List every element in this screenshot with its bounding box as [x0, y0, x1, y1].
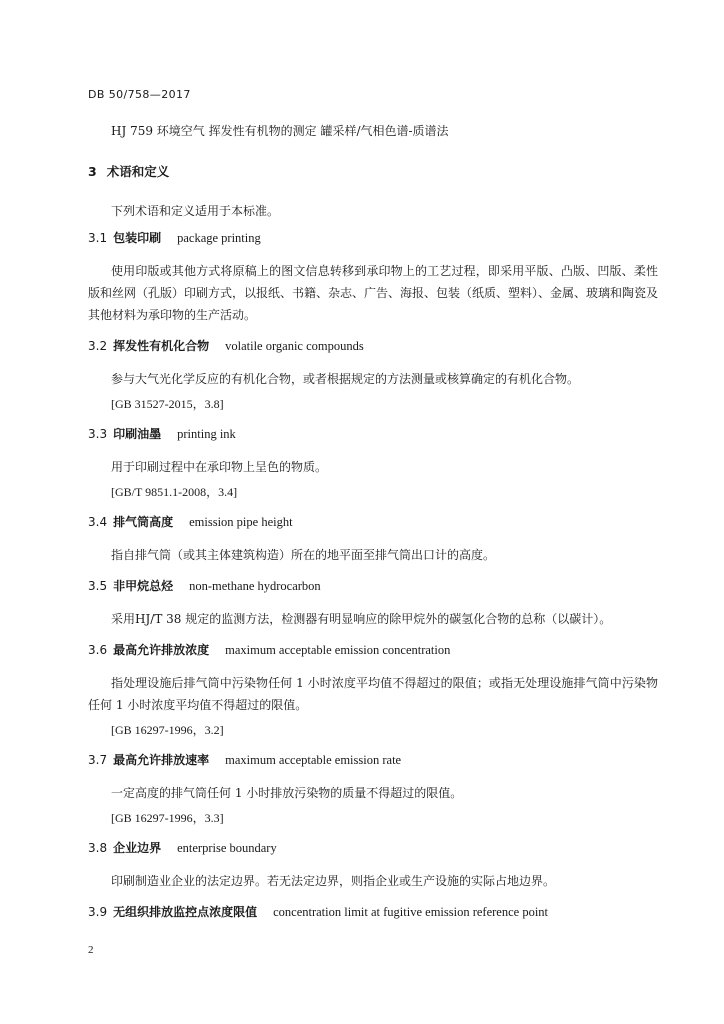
- term-chinese-name: 印刷油墨: [113, 427, 162, 441]
- term-number: 3.1: [88, 231, 108, 245]
- term-chinese-name: 包装印刷: [113, 231, 162, 245]
- term-definition: 使用印版或其他方式将原稿上的图文信息转移到承印物上的工艺过程，即采用平版、凸版、凹版、柔性版和丝网（孔版）印刷方式，以报纸、书籍、杂志、广告、海报、包装（纸质、塑料）、金属、玻璃和陶瓷及其他材料为承印物的生产活动。: [88, 264, 659, 322]
- term-number: 3.2: [88, 339, 108, 353]
- section-number: 3: [88, 164, 97, 179]
- term-english-name: concentration limit at fugitive emission reference point: [273, 905, 549, 919]
- term-title: [88, 426, 658, 442]
- term-entry: [88, 752, 658, 840]
- term-chinese-name: 排气筒高度: [113, 515, 174, 529]
- section-heading: [88, 162, 169, 180]
- term-title: [88, 904, 658, 920]
- term-english-name: maximum acceptable emission concentration: [225, 643, 451, 657]
- term-english-name: enterprise boundary: [177, 841, 277, 855]
- term-number: 3.8: [88, 841, 108, 855]
- term-title: [88, 752, 658, 768]
- term-title: [88, 514, 658, 530]
- normative-reference-line: HJ 759 环境空气 挥发性有机物的测定 罐采样/气相色谱-质谱法: [111, 124, 449, 138]
- term-entry: [88, 514, 658, 578]
- term-entry: [88, 426, 658, 514]
- term-number: 3.5: [88, 579, 108, 593]
- term-entry: [88, 904, 658, 942]
- term-source-reference: [GB 31527-2015，3.8]: [111, 397, 224, 411]
- terms-list: [88, 230, 658, 942]
- term-definition: 用于印刷过程中在承印物上呈色的物质。: [111, 460, 328, 474]
- term-definition: 采用HJ/T 38 规定的监测方法，检测器有明显响应的除甲烷外的碳氢化合物的总称（以碳计）。: [111, 612, 612, 626]
- term-number: 3.6: [88, 643, 108, 657]
- term-title: [88, 840, 658, 856]
- term-chinese-name: 挥发性有机化合物: [113, 339, 210, 353]
- term-english-name: package printing: [177, 231, 261, 245]
- term-english-name: maximum acceptable emission rate: [225, 753, 402, 767]
- term-entry: [88, 230, 658, 338]
- term-definition: 指自排气筒（或其主体建筑构造）所在的地平面至排气筒出口计的高度。: [111, 548, 496, 562]
- term-definition: 印刷制造业企业的法定边界。若无法定边界，则指企业或生产设施的实际占地边界。: [111, 874, 556, 888]
- term-definition: 参与大气光化学反应的有机化合物，或者根据规定的方法测量或核算确定的有机化合物。: [111, 372, 580, 386]
- term-chinese-name: 最高允许排放速率: [113, 753, 210, 767]
- term-title: [88, 338, 658, 354]
- term-chinese-name: 企业边界: [113, 841, 162, 855]
- term-title: [88, 642, 658, 658]
- term-entry: [88, 578, 658, 642]
- term-source-reference: [GB 16297-1996，3.3]: [111, 811, 224, 825]
- term-english-name: emission pipe height: [189, 515, 293, 529]
- term-english-name: printing ink: [177, 427, 236, 441]
- term-number: 3.7: [88, 753, 108, 767]
- term-definition: 一定高度的排气筒任何 1 小时排放污染物的质量不得超过的限值。: [111, 786, 463, 800]
- term-chinese-name: 非甲烷总烃: [113, 579, 174, 593]
- standard-code: DB 50/758—2017: [88, 88, 191, 101]
- page-number: 2: [88, 944, 94, 956]
- term-title: [88, 230, 658, 246]
- term-chinese-name: 最高允许排放浓度: [113, 643, 210, 657]
- term-definition: 指处理设施后排气筒中污染物任何 1 小时浓度平均值不得超过的限值；或指无处理设施排气筒中污染物任何 1 小时浓度平均值不得超过的限值。: [88, 676, 658, 712]
- term-source-reference: [GB/T 9851.1-2008，3.4]: [111, 485, 238, 499]
- section-intro: 下列术语和定义适用于本标准。: [111, 204, 280, 218]
- term-entry: [88, 642, 658, 752]
- term-chinese-name: 无组织排放监控点浓度限值: [113, 905, 258, 919]
- term-entry: [88, 338, 658, 426]
- section-title: 术语和定义: [106, 164, 170, 179]
- term-english-name: non-methane hydrocarbon: [189, 579, 321, 593]
- term-english-name: volatile organic compounds: [225, 339, 364, 353]
- term-number: 3.9: [88, 905, 108, 919]
- term-title: [88, 578, 658, 594]
- term-number: 3.3: [88, 427, 108, 441]
- term-source-reference: [GB 16297-1996，3.2]: [111, 723, 224, 737]
- term-number: 3.4: [88, 515, 108, 529]
- term-entry: [88, 840, 658, 904]
